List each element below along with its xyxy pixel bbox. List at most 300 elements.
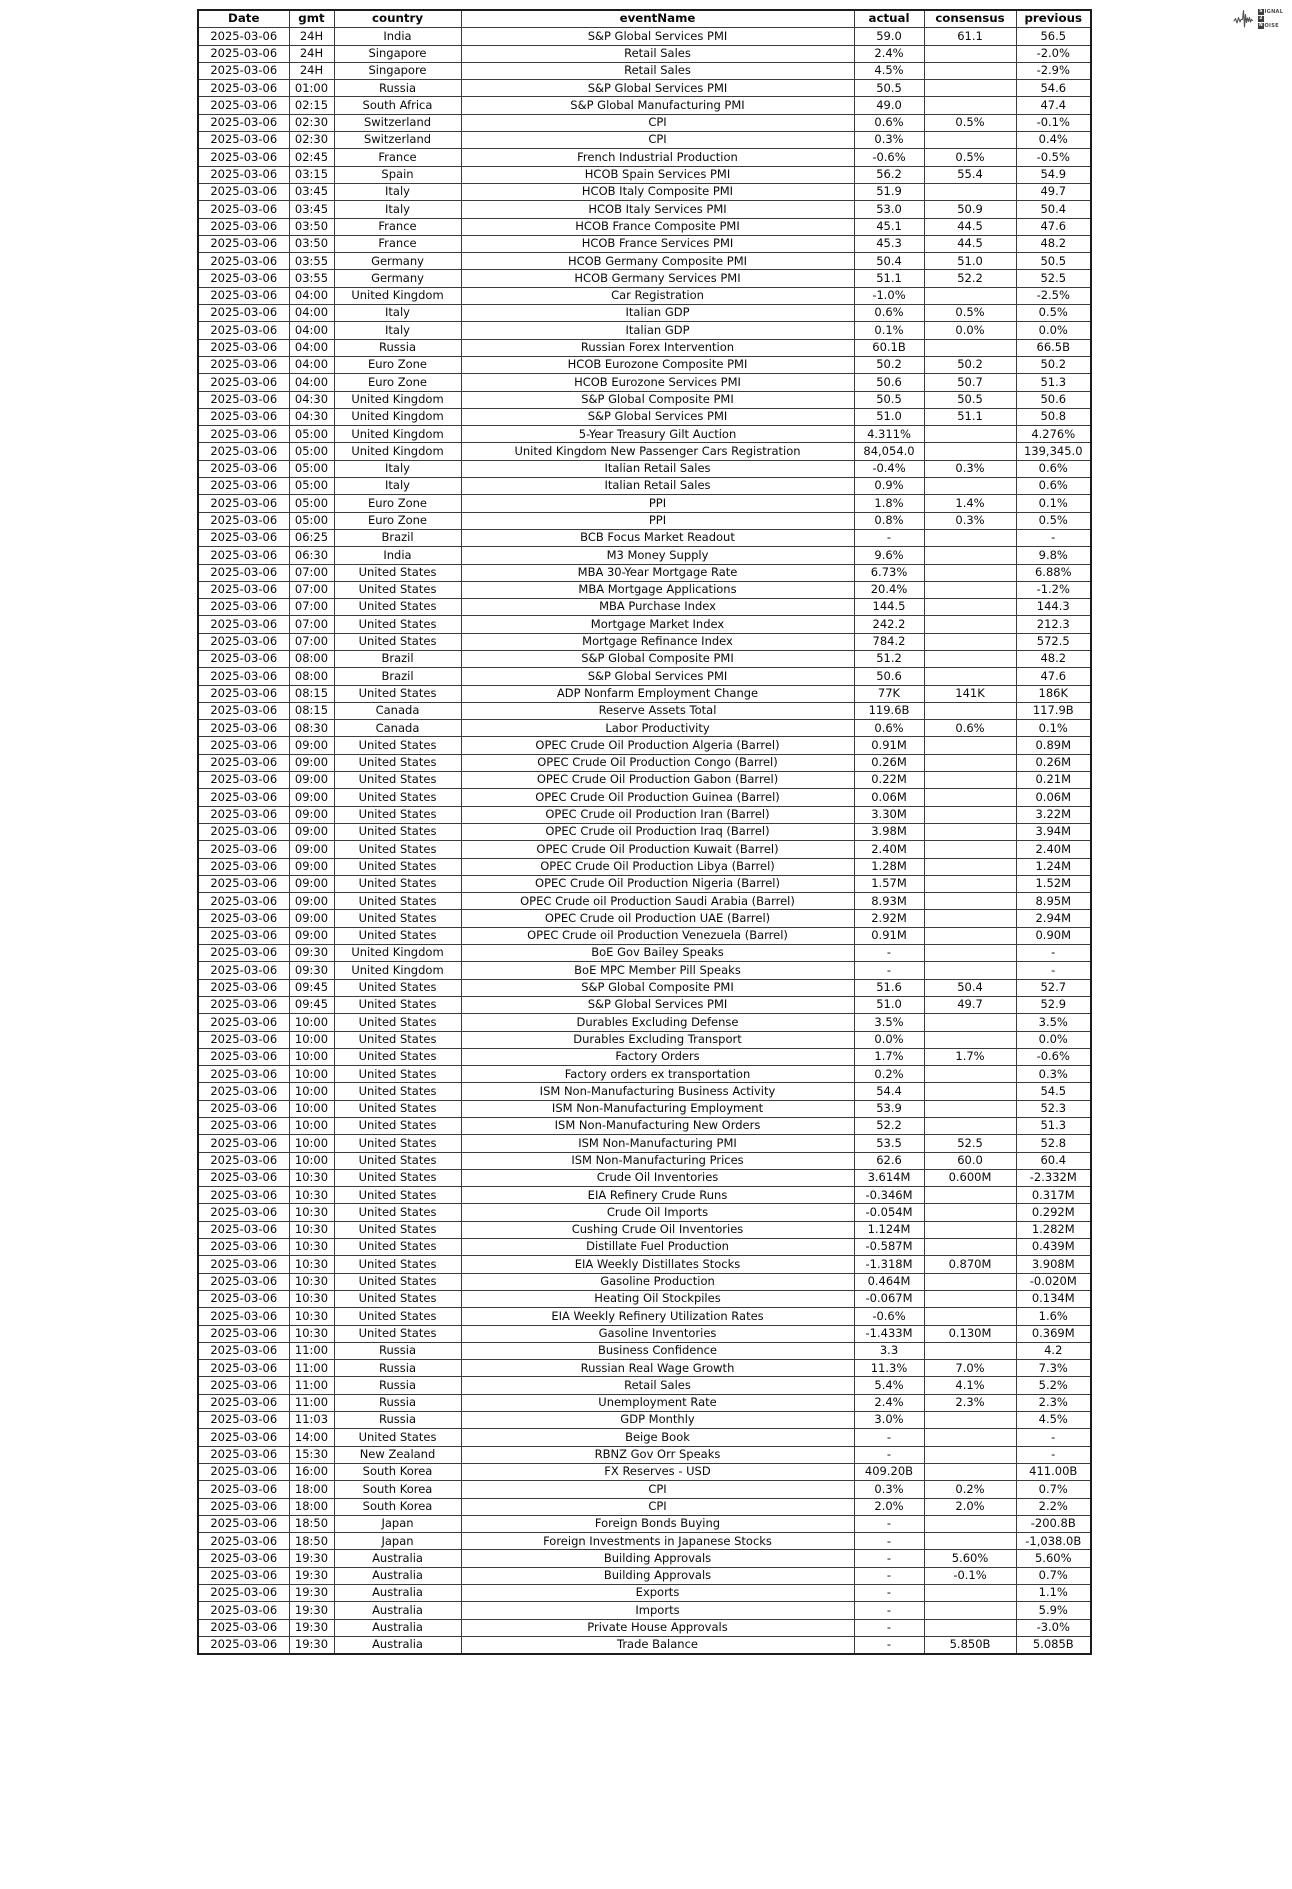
- cell-event-name: Gasoline Production: [461, 1273, 854, 1290]
- cell-event-name: EIA Weekly Distillates Stocks: [461, 1256, 854, 1273]
- cell-date: 2025-03-06: [198, 1360, 289, 1377]
- table-row: [198, 1118, 1091, 1135]
- table-row: [198, 183, 1091, 200]
- cell-country: Canada: [334, 702, 461, 719]
- cell-date: 2025-03-06: [198, 1100, 289, 1117]
- table-row: [198, 581, 1091, 598]
- table-row: [198, 547, 1091, 564]
- cell-country: United Kingdom: [334, 443, 461, 460]
- cell-country: Spain: [334, 166, 461, 183]
- cell-previous: 54.9: [1016, 166, 1091, 183]
- cell-gmt: 09:00: [289, 754, 334, 771]
- column-header-previous: previous: [1016, 10, 1091, 28]
- cell-event-name: S&P Global Services PMI: [461, 408, 854, 425]
- cell-event-name: ISM Non-Manufacturing Business Activity: [461, 1083, 854, 1100]
- cell-date: 2025-03-06: [198, 1273, 289, 1290]
- cell-consensus: [924, 97, 1016, 114]
- cell-consensus: [924, 1066, 1016, 1083]
- table-row: [198, 650, 1091, 667]
- cell-actual: 56.2: [854, 166, 924, 183]
- cell-event-name: Cushing Crude Oil Inventories: [461, 1221, 854, 1238]
- cell-gmt: 18:50: [289, 1515, 334, 1532]
- cell-gmt: 19:30: [289, 1636, 334, 1654]
- cell-previous: -0.5%: [1016, 149, 1091, 166]
- cell-country: United Kingdom: [334, 945, 461, 962]
- table-row: [198, 512, 1091, 529]
- cell-country: Switzerland: [334, 114, 461, 131]
- cell-previous: 572.5: [1016, 633, 1091, 650]
- table-row: [198, 720, 1091, 737]
- cell-event-name: OPEC Crude Oil Production Algeria (Barrel): [461, 737, 854, 754]
- cell-previous: -: [1016, 962, 1091, 979]
- cell-actual: 53.0: [854, 201, 924, 218]
- cell-country: United States: [334, 1239, 461, 1256]
- cell-actual: 3.30M: [854, 806, 924, 823]
- cell-gmt: 11:00: [289, 1394, 334, 1411]
- column-header-country: country: [334, 10, 461, 28]
- cell-consensus: [924, 702, 1016, 719]
- cell-gmt: 09:00: [289, 910, 334, 927]
- cell-country: United Kingdom: [334, 287, 461, 304]
- cell-gmt: 09:00: [289, 806, 334, 823]
- table-row: [198, 478, 1091, 495]
- cell-previous: -2.5%: [1016, 287, 1091, 304]
- cell-country: Russia: [334, 1394, 461, 1411]
- cell-previous: 0.5%: [1016, 305, 1091, 322]
- cell-event-name: EIA Weekly Refinery Utilization Rates: [461, 1308, 854, 1325]
- cell-date: 2025-03-06: [198, 132, 289, 149]
- logo-line-2: [1258, 16, 1283, 22]
- cell-consensus: [924, 564, 1016, 581]
- cell-previous: 4.2: [1016, 1342, 1091, 1359]
- cell-previous: 3.94M: [1016, 823, 1091, 840]
- cell-event-name: Retail Sales: [461, 62, 854, 79]
- cell-event-name: Factory orders ex transportation: [461, 1066, 854, 1083]
- cell-event-name: French Industrial Production: [461, 149, 854, 166]
- cell-consensus: 0.3%: [924, 460, 1016, 477]
- cell-consensus: 50.2: [924, 356, 1016, 373]
- cell-previous: 5.60%: [1016, 1550, 1091, 1567]
- cell-actual: -: [854, 945, 924, 962]
- cell-previous: 52.3: [1016, 1100, 1091, 1117]
- cell-actual: 0.3%: [854, 1481, 924, 1498]
- cell-country: United States: [334, 979, 461, 996]
- cell-consensus: 51.0: [924, 253, 1016, 270]
- cell-gmt: 09:00: [289, 858, 334, 875]
- cell-gmt: 03:50: [289, 235, 334, 252]
- cell-date: 2025-03-06: [198, 1377, 289, 1394]
- table-row: [198, 287, 1091, 304]
- cell-previous: 51.3: [1016, 1118, 1091, 1135]
- cell-gmt: 08:00: [289, 668, 334, 685]
- cell-gmt: 14:00: [289, 1429, 334, 1446]
- cell-gmt: 18:50: [289, 1533, 334, 1550]
- cell-actual: 2.4%: [854, 1394, 924, 1411]
- cell-event-name: HCOB Germany Composite PMI: [461, 253, 854, 270]
- cell-event-name: M3 Money Supply: [461, 547, 854, 564]
- cell-actual: 50.5: [854, 80, 924, 97]
- cell-consensus: 50.7: [924, 374, 1016, 391]
- cell-country: United States: [334, 685, 461, 702]
- cell-country: Brazil: [334, 668, 461, 685]
- cell-event-name: MBA Purchase Index: [461, 599, 854, 616]
- cell-event-name: Italian Retail Sales: [461, 460, 854, 477]
- cell-gmt: 04:00: [289, 339, 334, 356]
- table-row: [198, 80, 1091, 97]
- cell-event-name: Private House Approvals: [461, 1619, 854, 1636]
- cell-date: 2025-03-06: [198, 979, 289, 996]
- cell-date: 2025-03-06: [198, 789, 289, 806]
- cell-country: Italy: [334, 201, 461, 218]
- cell-country: Italy: [334, 183, 461, 200]
- cell-consensus: [924, 426, 1016, 443]
- cell-date: 2025-03-06: [198, 495, 289, 512]
- cell-event-name: CPI: [461, 114, 854, 131]
- cell-event-name: Building Approvals: [461, 1550, 854, 1567]
- cell-date: 2025-03-06: [198, 1567, 289, 1584]
- cell-consensus: [924, 1429, 1016, 1446]
- cell-previous: 139,345.0: [1016, 443, 1091, 460]
- table-row: [198, 962, 1091, 979]
- cell-country: United States: [334, 875, 461, 892]
- cell-actual: 51.0: [854, 996, 924, 1013]
- cell-previous: 0.134M: [1016, 1290, 1091, 1307]
- cell-country: Switzerland: [334, 132, 461, 149]
- cell-date: 2025-03-06: [198, 478, 289, 495]
- cell-date: 2025-03-06: [198, 945, 289, 962]
- cell-event-name: HCOB Eurozone Services PMI: [461, 374, 854, 391]
- cell-gmt: 10:30: [289, 1273, 334, 1290]
- cell-date: 2025-03-06: [198, 1619, 289, 1636]
- cell-event-name: S&P Global Services PMI: [461, 668, 854, 685]
- logo-letter-2: 2: [1259, 16, 1263, 21]
- cell-gmt: 09:00: [289, 772, 334, 789]
- logo-line-noise: [1258, 23, 1283, 29]
- cell-gmt: 09:00: [289, 927, 334, 944]
- cell-event-name: S&P Global Composite PMI: [461, 391, 854, 408]
- cell-consensus: [924, 823, 1016, 840]
- cell-country: Italy: [334, 460, 461, 477]
- cell-gmt: 02:30: [289, 132, 334, 149]
- cell-consensus: [924, 945, 1016, 962]
- cell-event-name: Business Confidence: [461, 1342, 854, 1359]
- cell-actual: 2.92M: [854, 910, 924, 927]
- cell-event-name: OPEC Crude Oil Production Guinea (Barrel): [461, 789, 854, 806]
- cell-country: United States: [334, 1187, 461, 1204]
- table-row: [198, 927, 1091, 944]
- cell-consensus: 0.5%: [924, 149, 1016, 166]
- cell-actual: -: [854, 529, 924, 546]
- cell-actual: 51.2: [854, 650, 924, 667]
- cell-actual: -: [854, 1515, 924, 1532]
- cell-country: Australia: [334, 1619, 461, 1636]
- cell-consensus: 52.2: [924, 270, 1016, 287]
- cell-actual: 50.6: [854, 668, 924, 685]
- cell-consensus: [924, 789, 1016, 806]
- cell-previous: 411.00B: [1016, 1463, 1091, 1480]
- cell-gmt: 08:30: [289, 720, 334, 737]
- cell-gmt: 08:15: [289, 702, 334, 719]
- cell-country: Russia: [334, 339, 461, 356]
- cell-previous: 0.0%: [1016, 322, 1091, 339]
- cell-previous: 50.2: [1016, 356, 1091, 373]
- cell-gmt: 09:00: [289, 823, 334, 840]
- cell-consensus: 0.6%: [924, 720, 1016, 737]
- cell-gmt: 19:30: [289, 1567, 334, 1584]
- table-row: [198, 1342, 1091, 1359]
- cell-actual: 1.124M: [854, 1221, 924, 1238]
- cell-previous: 3.5%: [1016, 1014, 1091, 1031]
- cell-date: 2025-03-06: [198, 962, 289, 979]
- cell-actual: 409.20B: [854, 1463, 924, 1480]
- cell-event-name: HCOB Italy Services PMI: [461, 201, 854, 218]
- cell-actual: 0.0%: [854, 1031, 924, 1048]
- cell-event-name: Building Approvals: [461, 1567, 854, 1584]
- cell-consensus: [924, 1204, 1016, 1221]
- table-row: [198, 1463, 1091, 1480]
- table-row: [198, 391, 1091, 408]
- logo-signal-rest: IGNAL: [1264, 9, 1284, 15]
- cell-date: 2025-03-06: [198, 754, 289, 771]
- table-row: [198, 1360, 1091, 1377]
- table-row: [198, 114, 1091, 131]
- cell-event-name: Gasoline Inventories: [461, 1325, 854, 1342]
- cell-actual: 0.8%: [854, 512, 924, 529]
- table-row: [198, 45, 1091, 62]
- table-row: [198, 1169, 1091, 1186]
- cell-gmt: 04:00: [289, 305, 334, 322]
- cell-consensus: [924, 1308, 1016, 1325]
- table-row: [198, 1135, 1091, 1152]
- economic-calendar: [197, 9, 1092, 1655]
- logo-noise-rest: OISE: [1264, 23, 1279, 29]
- cell-date: 2025-03-06: [198, 1498, 289, 1515]
- cell-consensus: [924, 1463, 1016, 1480]
- table-row: [198, 529, 1091, 546]
- cell-event-name: Exports: [461, 1585, 854, 1602]
- cell-previous: -0.6%: [1016, 1048, 1091, 1065]
- cell-date: 2025-03-06: [198, 547, 289, 564]
- cell-country: United States: [334, 1014, 461, 1031]
- table-row: [198, 460, 1091, 477]
- cell-actual: -0.067M: [854, 1290, 924, 1307]
- cell-consensus: [924, 443, 1016, 460]
- cell-consensus: [924, 45, 1016, 62]
- cell-consensus: [924, 754, 1016, 771]
- cell-previous: 56.5: [1016, 28, 1091, 45]
- cell-actual: 3.0%: [854, 1412, 924, 1429]
- cell-gmt: 03:50: [289, 218, 334, 235]
- cell-event-name: HCOB France Services PMI: [461, 235, 854, 252]
- cell-gmt: 07:00: [289, 633, 334, 650]
- logo-text: [1258, 9, 1283, 29]
- table-row: [198, 1031, 1091, 1048]
- cell-country: Canada: [334, 720, 461, 737]
- cell-gmt: 05:00: [289, 460, 334, 477]
- cell-date: 2025-03-06: [198, 1066, 289, 1083]
- cell-date: 2025-03-06: [198, 564, 289, 581]
- cell-date: 2025-03-06: [198, 1585, 289, 1602]
- table-row: [198, 270, 1091, 287]
- table-row: [198, 62, 1091, 79]
- cell-actual: 49.0: [854, 97, 924, 114]
- cell-event-name: Russian Forex Intervention: [461, 339, 854, 356]
- cell-gmt: 10:30: [289, 1204, 334, 1221]
- cell-consensus: 7.0%: [924, 1360, 1016, 1377]
- cell-actual: 9.6%: [854, 547, 924, 564]
- cell-country: South Korea: [334, 1463, 461, 1480]
- cell-actual: 3.5%: [854, 1014, 924, 1031]
- cell-gmt: 02:15: [289, 97, 334, 114]
- cell-event-name: OPEC Crude Oil Production Congo (Barrel): [461, 754, 854, 771]
- cell-date: 2025-03-06: [198, 1239, 289, 1256]
- cell-event-name: Reserve Assets Total: [461, 702, 854, 719]
- table-row: [198, 374, 1091, 391]
- cell-actual: 1.57M: [854, 875, 924, 892]
- cell-date: 2025-03-06: [198, 1602, 289, 1619]
- cell-gmt: 03:15: [289, 166, 334, 183]
- cell-event-name: OPEC Crude oil Production UAE (Barrel): [461, 910, 854, 927]
- cell-consensus: [924, 287, 1016, 304]
- cell-country: Italy: [334, 478, 461, 495]
- cell-event-name: CPI: [461, 132, 854, 149]
- table-row: [198, 339, 1091, 356]
- cell-gmt: 11:03: [289, 1412, 334, 1429]
- cell-gmt: 10:00: [289, 1066, 334, 1083]
- cell-previous: -2.332M: [1016, 1169, 1091, 1186]
- cell-gmt: 07:00: [289, 599, 334, 616]
- table-row: [198, 1273, 1091, 1290]
- cell-gmt: 10:00: [289, 1048, 334, 1065]
- cell-gmt: 09:00: [289, 875, 334, 892]
- cell-previous: 0.89M: [1016, 737, 1091, 754]
- cell-event-name: OPEC Crude Oil Production Nigeria (Barrel): [461, 875, 854, 892]
- cell-actual: 119.6B: [854, 702, 924, 719]
- cell-date: 2025-03-06: [198, 270, 289, 287]
- table-row: [198, 1533, 1091, 1550]
- cell-consensus: [924, 1187, 1016, 1204]
- cell-country: France: [334, 218, 461, 235]
- table-row: [198, 1498, 1091, 1515]
- cell-consensus: 5.60%: [924, 1550, 1016, 1567]
- cell-event-name: FX Reserves - USD: [461, 1463, 854, 1480]
- cell-previous: -200.8B: [1016, 1515, 1091, 1532]
- cell-consensus: 2.3%: [924, 1394, 1016, 1411]
- cell-gmt: 03:55: [289, 253, 334, 270]
- cell-date: 2025-03-06: [198, 996, 289, 1013]
- table-row: [198, 253, 1091, 270]
- cell-date: 2025-03-06: [198, 339, 289, 356]
- cell-date: 2025-03-06: [198, 114, 289, 131]
- cell-actual: 1.8%: [854, 495, 924, 512]
- cell-country: United States: [334, 599, 461, 616]
- cell-previous: 50.4: [1016, 201, 1091, 218]
- cell-event-name: OPEC Crude Oil Production Gabon (Barrel): [461, 772, 854, 789]
- cell-event-name: ISM Non-Manufacturing Prices: [461, 1152, 854, 1169]
- cell-country: Germany: [334, 253, 461, 270]
- cell-consensus: [924, 1446, 1016, 1463]
- cell-consensus: [924, 841, 1016, 858]
- cell-previous: 50.5: [1016, 253, 1091, 270]
- cell-previous: 4.5%: [1016, 1412, 1091, 1429]
- cell-country: United Kingdom: [334, 391, 461, 408]
- cell-event-name: Crude Oil Imports: [461, 1204, 854, 1221]
- table-row: [198, 599, 1091, 616]
- cell-consensus: [924, 875, 1016, 892]
- cell-previous: 52.8: [1016, 1135, 1091, 1152]
- table-row: [198, 1567, 1091, 1584]
- cell-country: United States: [334, 1256, 461, 1273]
- cell-event-name: HCOB Italy Composite PMI: [461, 183, 854, 200]
- cell-previous: 0.1%: [1016, 720, 1091, 737]
- cell-gmt: 10:30: [289, 1187, 334, 1204]
- cell-gmt: 09:30: [289, 962, 334, 979]
- cell-previous: 0.369M: [1016, 1325, 1091, 1342]
- table-row: [198, 1619, 1091, 1636]
- cell-country: Australia: [334, 1636, 461, 1654]
- cell-gmt: 10:00: [289, 1152, 334, 1169]
- cell-consensus: [924, 1014, 1016, 1031]
- cell-country: India: [334, 28, 461, 45]
- cell-gmt: 08:00: [289, 650, 334, 667]
- cell-country: South Korea: [334, 1498, 461, 1515]
- cell-country: United States: [334, 1204, 461, 1221]
- table-row: [198, 28, 1091, 45]
- table-row: [198, 426, 1091, 443]
- cell-date: 2025-03-06: [198, 616, 289, 633]
- cell-country: United States: [334, 564, 461, 581]
- cell-event-name: MBA Mortgage Applications: [461, 581, 854, 598]
- table-row: [198, 201, 1091, 218]
- table-body: [198, 28, 1091, 1654]
- cell-previous: 0.7%: [1016, 1567, 1091, 1584]
- cell-previous: 144.3: [1016, 599, 1091, 616]
- cell-consensus: 2.0%: [924, 1498, 1016, 1515]
- table-row: [198, 1515, 1091, 1532]
- cell-date: 2025-03-06: [198, 183, 289, 200]
- cell-consensus: 50.4: [924, 979, 1016, 996]
- cell-actual: -1.433M: [854, 1325, 924, 1342]
- cell-actual: 84,054.0: [854, 443, 924, 460]
- cell-consensus: [924, 1602, 1016, 1619]
- cell-previous: 5.9%: [1016, 1602, 1091, 1619]
- cell-actual: -: [854, 1429, 924, 1446]
- cell-previous: 186K: [1016, 685, 1091, 702]
- cell-actual: -: [854, 1585, 924, 1602]
- table-row: [198, 1221, 1091, 1238]
- cell-event-name: BCB Focus Market Readout: [461, 529, 854, 546]
- cell-country: United Kingdom: [334, 962, 461, 979]
- cell-date: 2025-03-06: [198, 391, 289, 408]
- cell-country: India: [334, 547, 461, 564]
- table-row: [198, 616, 1091, 633]
- cell-actual: -0.587M: [854, 1239, 924, 1256]
- cell-country: United States: [334, 789, 461, 806]
- cell-actual: 50.4: [854, 253, 924, 270]
- cell-actual: 0.6%: [854, 114, 924, 131]
- cell-previous: 54.6: [1016, 80, 1091, 97]
- cell-consensus: [924, 1100, 1016, 1117]
- cell-event-name: HCOB France Composite PMI: [461, 218, 854, 235]
- cell-event-name: Distillate Fuel Production: [461, 1239, 854, 1256]
- cell-actual: 2.40M: [854, 841, 924, 858]
- cell-date: 2025-03-06: [198, 235, 289, 252]
- cell-consensus: 44.5: [924, 235, 1016, 252]
- cell-actual: 51.9: [854, 183, 924, 200]
- cell-date: 2025-03-06: [198, 529, 289, 546]
- cell-consensus: 0.5%: [924, 114, 1016, 131]
- cell-date: 2025-03-06: [198, 1515, 289, 1532]
